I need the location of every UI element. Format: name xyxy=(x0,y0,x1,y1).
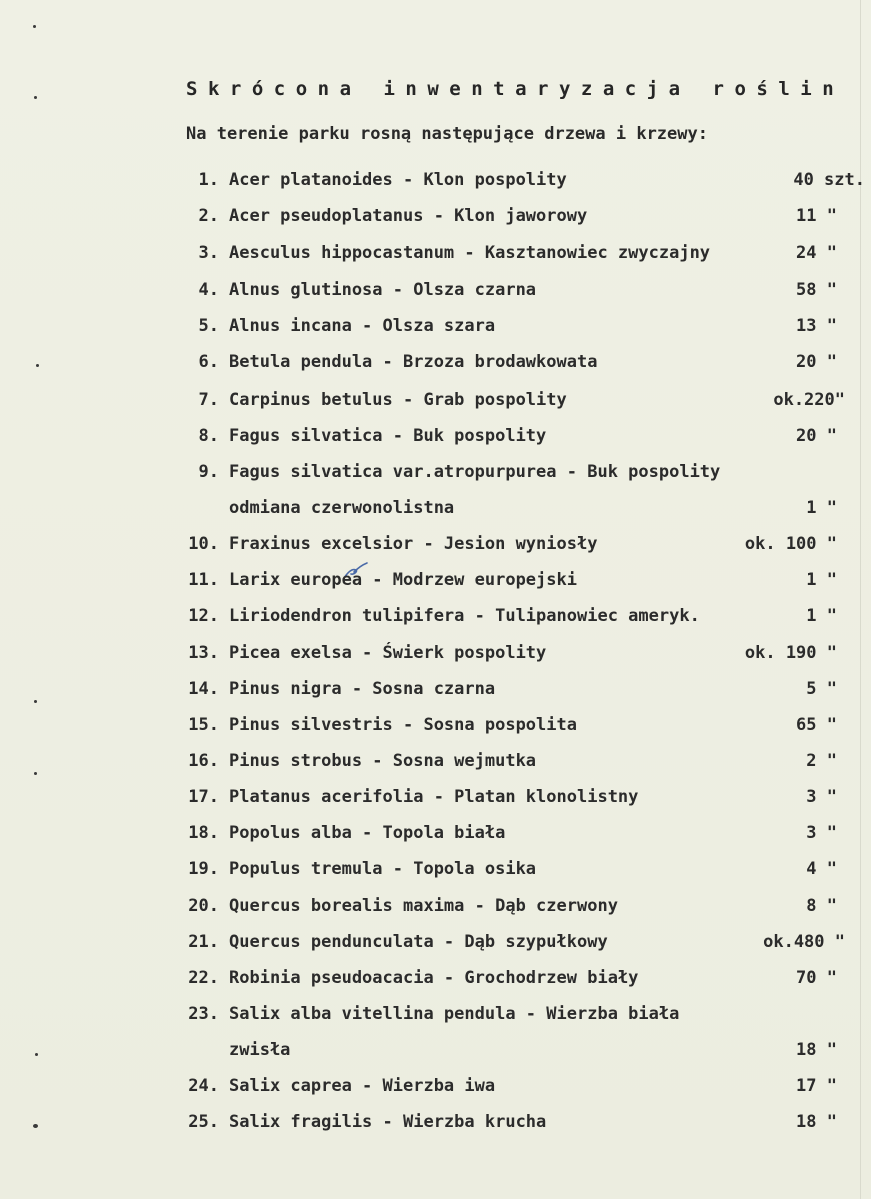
item-quantity: ok.480 " xyxy=(763,932,845,952)
list-item xyxy=(0,787,871,811)
item-name: Quercus pendunculata - Dąb szypułkowy xyxy=(229,932,608,952)
item-name: Salix fragilis - Wierzba krucha xyxy=(229,1112,547,1132)
item-quantity: 17 " xyxy=(796,1076,837,1096)
item-quantity: 4 " xyxy=(806,859,837,879)
item-number: 11. xyxy=(188,570,219,590)
page-title: Skrócona inwentaryzacja roślin xyxy=(186,78,845,100)
margin-speck xyxy=(34,96,37,99)
item-name: Larix europea - Modrzew europejski xyxy=(229,570,577,590)
item-quantity: 1 " xyxy=(806,498,837,518)
list-item xyxy=(0,462,871,486)
item-quantity: 1 " xyxy=(806,606,837,626)
item-number: 21. xyxy=(188,932,219,952)
item-name: Acer pseudoplatanus - Klon jaworowy xyxy=(229,206,588,226)
item-name: Salix caprea - Wierzba iwa xyxy=(229,1076,496,1096)
list-item xyxy=(0,390,871,414)
item-number: 7. xyxy=(198,390,219,410)
item-number: 17. xyxy=(188,787,219,807)
item-name: Fagus silvatica var.atropurpurea - Buk pospolity xyxy=(229,462,721,482)
item-number: 1. xyxy=(198,170,219,190)
item-quantity: 20 " xyxy=(796,352,837,372)
item-quantity: 5 " xyxy=(806,679,837,699)
list-item xyxy=(0,1112,871,1136)
item-number: 6. xyxy=(198,352,219,372)
item-name: Robinia pseudoacacia - Grochodrzew biały xyxy=(229,968,639,988)
list-item xyxy=(0,1004,871,1028)
item-name: Populus tremula - Topola osika xyxy=(229,859,537,879)
item-quantity: 24 " xyxy=(796,243,837,263)
item-name: Popolus alba - Topola biała xyxy=(229,823,506,843)
list-item xyxy=(0,643,871,667)
list-item xyxy=(0,715,871,739)
item-quantity: 70 " xyxy=(796,968,837,988)
item-number: 13. xyxy=(188,643,219,663)
item-name: Pinus strobus - Sosna wejmutka xyxy=(229,751,537,771)
item-quantity: 11 " xyxy=(796,206,837,226)
item-name: Liriodendron tulipifera - Tulipanowiec ameryk. xyxy=(229,606,700,626)
item-name: Fraxinus excelsior - Jesion wyniosły xyxy=(229,534,598,554)
item-number: 3. xyxy=(198,243,219,263)
list-item xyxy=(0,534,871,558)
item-name: odmiana czerwonolistna xyxy=(229,498,455,518)
item-number: 20. xyxy=(188,896,219,916)
item-number: 14. xyxy=(188,679,219,699)
item-number: 18. xyxy=(188,823,219,843)
list-item xyxy=(0,679,871,703)
list-item xyxy=(0,606,871,630)
list-item xyxy=(0,498,871,522)
item-name: Betula pendula - Brzoza brodawkowata xyxy=(229,352,598,372)
item-name: Platanus acerifolia - Platan klonolistny xyxy=(229,787,639,807)
item-number: 19. xyxy=(188,859,219,879)
item-name: zwisła xyxy=(229,1040,291,1060)
item-quantity: 1 " xyxy=(806,570,837,590)
item-name: Carpinus betulus - Grab pospolity xyxy=(229,390,567,410)
list-item xyxy=(0,170,871,194)
item-name: Fagus silvatica - Buk pospolity xyxy=(229,426,547,446)
list-item xyxy=(0,932,871,956)
item-name: Pinus nigra - Sosna czarna xyxy=(229,679,496,699)
item-number: 24. xyxy=(188,1076,219,1096)
item-name: Acer platanoides - Klon pospolity xyxy=(229,170,567,190)
item-quantity: 2 " xyxy=(806,751,837,771)
item-name: Alnus glutinosa - Olsza czarna xyxy=(229,280,537,300)
item-number: 5. xyxy=(198,316,219,336)
intro-text: Na terenie parku rosną następujące drzewa i krzewy: xyxy=(186,124,708,144)
list-item xyxy=(0,352,871,376)
item-number: 23. xyxy=(188,1004,219,1024)
margin-speck xyxy=(33,25,36,28)
item-quantity: 40 szt. xyxy=(793,170,865,190)
item-number: 22. xyxy=(188,968,219,988)
item-quantity: 13 " xyxy=(796,316,837,336)
list-item xyxy=(0,316,871,340)
item-quantity: ok. 190 " xyxy=(744,643,837,663)
list-item xyxy=(0,206,871,230)
item-number: 9. xyxy=(198,462,219,482)
item-quantity: 3 " xyxy=(806,787,837,807)
item-quantity: 20 " xyxy=(796,426,837,446)
item-name: Picea exelsa - Świerk pospolity xyxy=(229,643,547,663)
item-number: 8. xyxy=(198,426,219,446)
item-name: Salix alba vitellina pendula - Wierzba biała xyxy=(229,1004,680,1024)
item-quantity: 3 " xyxy=(806,823,837,843)
item-quantity: 18 " xyxy=(796,1040,837,1060)
list-item xyxy=(0,243,871,267)
item-number: 12. xyxy=(188,606,219,626)
item-quantity: ok. 100 " xyxy=(744,534,837,554)
item-name: Quercus borealis maxima - Dąb czerwony xyxy=(229,896,618,916)
list-item xyxy=(0,968,871,992)
item-name: Alnus incana - Olsza szara xyxy=(229,316,496,336)
list-item xyxy=(0,280,871,304)
item-number: 10. xyxy=(188,534,219,554)
item-name: Pinus silvestris - Sosna pospolita xyxy=(229,715,577,735)
list-item xyxy=(0,570,871,594)
item-number: 16. xyxy=(188,751,219,771)
item-number: 25. xyxy=(188,1112,219,1132)
list-item xyxy=(0,859,871,883)
item-quantity: 65 " xyxy=(796,715,837,735)
item-quantity: 18 " xyxy=(796,1112,837,1132)
list-item xyxy=(0,896,871,920)
item-quantity: 8 " xyxy=(806,896,837,916)
item-number: 4. xyxy=(198,280,219,300)
list-item xyxy=(0,751,871,775)
item-number: 15. xyxy=(188,715,219,735)
list-item xyxy=(0,823,871,847)
list-item xyxy=(0,426,871,450)
list-item xyxy=(0,1040,871,1064)
list-item xyxy=(0,1076,871,1100)
item-name: Aesculus hippocastanum - Kasztanowiec zwyczajny xyxy=(229,243,711,263)
item-quantity: 58 " xyxy=(796,280,837,300)
item-quantity: ok.220" xyxy=(773,390,845,410)
item-number: 2. xyxy=(198,206,219,226)
